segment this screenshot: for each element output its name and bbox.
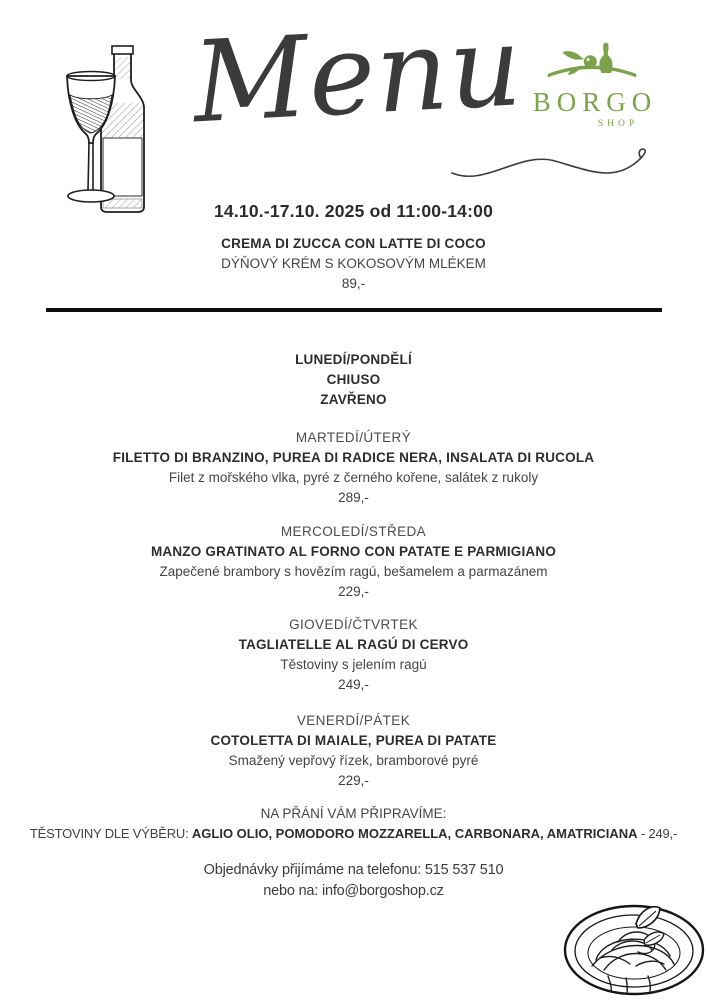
closed-it: CHIUSO	[326, 372, 381, 387]
day-label: LUNEDÍ/PONDĚLÍ	[295, 352, 412, 367]
wine-bottle-and-glass-icon	[53, 33, 178, 215]
dish-price: 249,-	[338, 677, 369, 692]
menu-content	[0, 200, 707, 902]
dish-price: 229,-	[338, 773, 369, 788]
dish-description: Těstoviny s jelením ragú	[280, 657, 427, 672]
day-label: VENERDÍ/PÁTEK	[296, 713, 411, 728]
dish-description: Smažený vepřový řízek, bramborové pyré	[228, 753, 479, 768]
swash-flourish-icon	[450, 131, 665, 189]
day-label: MARTEDÍ/ÚTERÝ	[295, 430, 412, 445]
phone-line: Objednávky přijímáme na telefonu: 515 537 510	[203, 862, 504, 878]
day-block-friday	[0, 711, 707, 791]
pasta-choice-line	[0, 824, 707, 844]
dish-name: COTOLETTA DI MAIALE, PUREA DI PATATE	[210, 733, 497, 748]
spaghetti-plate-icon	[560, 888, 707, 1000]
day-label: MERCOLEDÍ/STŘEDA	[280, 524, 427, 539]
day-block-monday	[0, 350, 707, 410]
dish-name: TAGLIATELLE AL RAGÚ DI CERVO	[238, 637, 469, 652]
special-dish-name-cz: DÝŇOVÝ KRÉM S KOKOSOVÝM MLÉKEM	[221, 256, 486, 271]
dish-description: Filet z mořského vlka, pyré z černého kořene, salátek z rukoly	[168, 470, 539, 485]
closed-cz: ZAVŘENO	[320, 392, 387, 407]
menu-script-title: Menu	[189, 1, 526, 149]
olive-and-bottle-logo-icon	[544, 34, 640, 86]
dish-description: Zapečené brambory s hovězím ragú, bešamelem a parmazánem	[159, 564, 548, 579]
day-block-thursday	[0, 615, 707, 695]
logo-brand-text: BORGO	[532, 87, 658, 117]
logo-sub-text: SHOP	[597, 119, 639, 129]
special-dish-name-it: CREMA DI ZUCCA CON LATTE DI COCO	[221, 236, 486, 251]
on-request-title: NA PŘÁNÍ VÁM PŘIPRAVÍME:	[260, 806, 447, 821]
dish-name: MANZO GRATINATO AL FORNO CON PATATE E PARMIGIANO	[150, 544, 557, 559]
email-line: nebo na: info@borgoshop.cz	[263, 883, 444, 899]
day-block-tuesday	[0, 428, 707, 508]
borgo-logo	[516, 34, 668, 129]
dish-price: 289,-	[338, 490, 369, 505]
day-block-wednesday	[0, 522, 707, 602]
pasta-choice-price: - 249,-	[637, 826, 678, 841]
special-dish-price: 89,-	[341, 276, 366, 291]
section-divider	[46, 308, 662, 312]
special-dish-block	[0, 234, 707, 294]
dish-name: FILETTO DI BRANZINO, PUREA DI RADICE NERA, INSALATA DI RUCOLA	[112, 450, 595, 465]
dish-price: 229,-	[338, 584, 369, 599]
date-range: 14.10.-17.10. 2025 od 11:00-14:00	[213, 201, 493, 221]
pasta-choice-prefix: TĚSTOVINY DLE VÝBĚRU:	[29, 826, 192, 841]
on-request-block	[0, 804, 707, 844]
day-label: GIOVEDÍ/ČTVRTEK	[289, 617, 418, 632]
pasta-choice-list: AGLIO OLIO, POMODORO MOZZARELLA, CARBONARA, AMATRICIANA	[191, 826, 638, 841]
